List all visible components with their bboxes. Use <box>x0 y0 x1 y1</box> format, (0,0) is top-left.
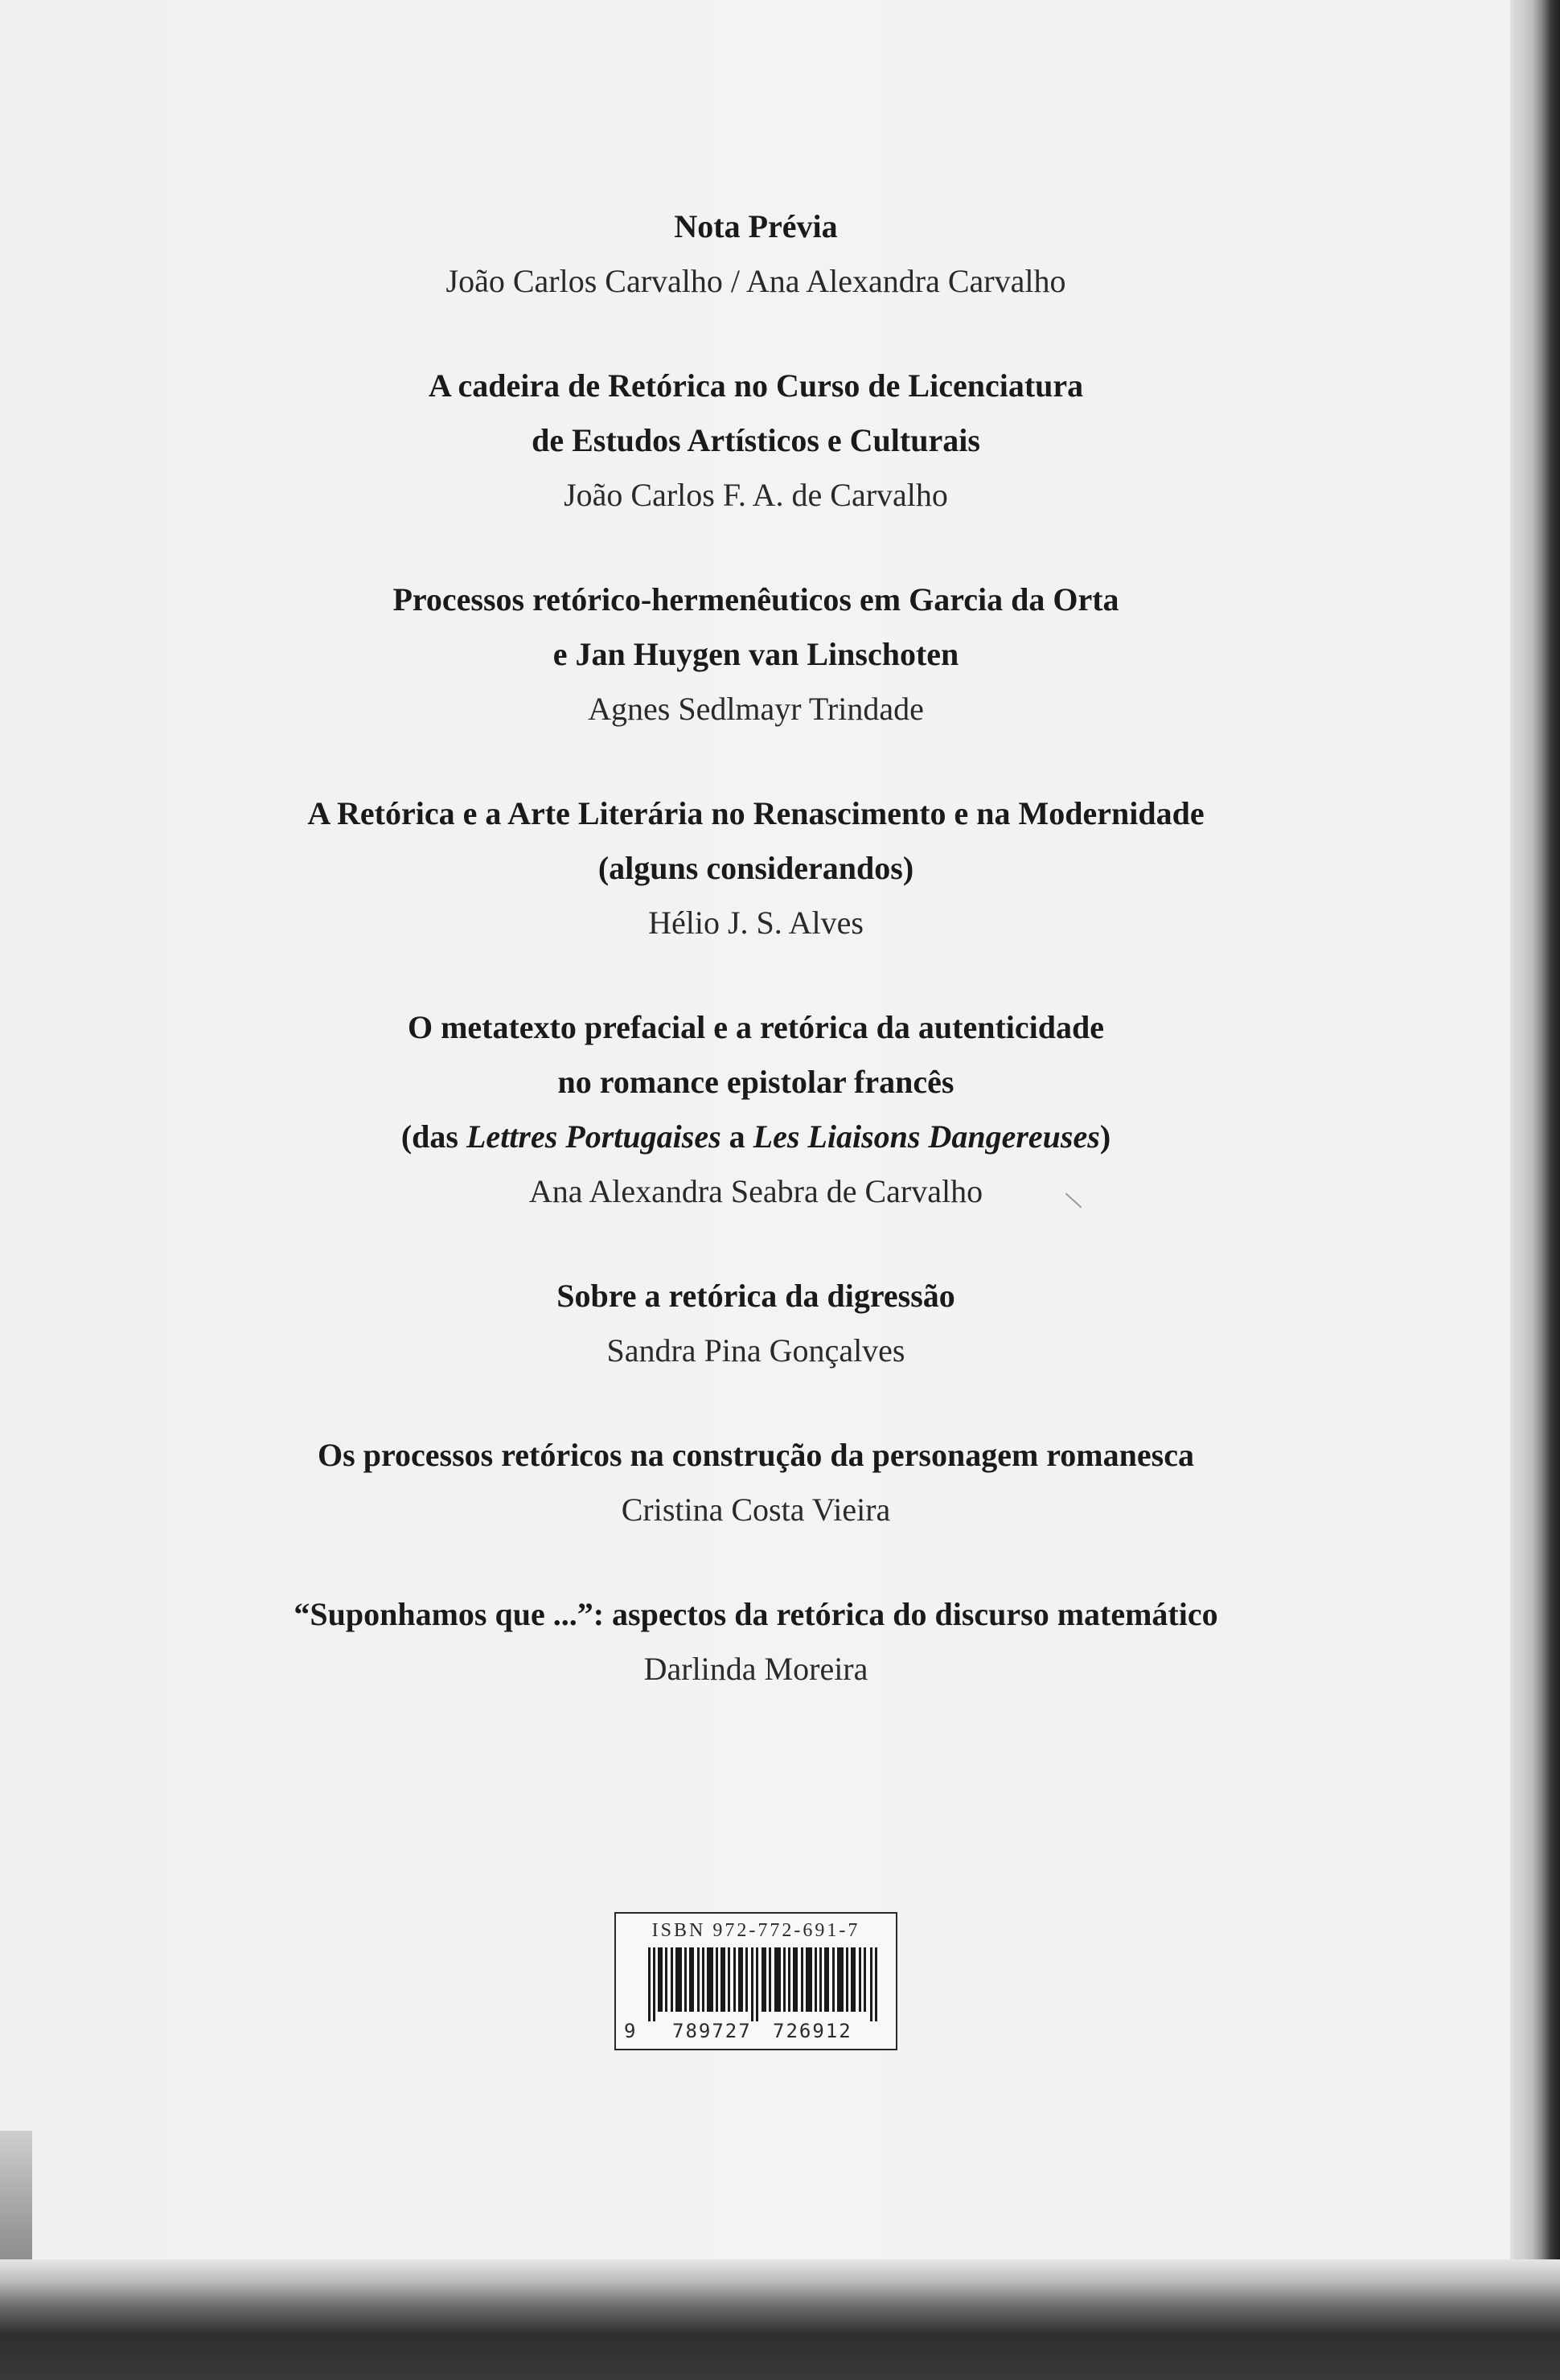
entry-title: A Retórica e a Arte Literária no Renascimento e na Modernidade <box>307 795 1205 831</box>
entry-title-continued: e Jan Huygen van Linschoten <box>552 636 959 672</box>
toc-entry-6 <box>0 1269 1512 1378</box>
toc-entry-8 <box>0 1587 1512 1697</box>
entry-title: Sobre a retórica da digressão <box>556 1278 955 1314</box>
entry-title: A cadeira de Retórica no Curso de Licenciatura <box>428 367 1084 404</box>
subtitle-connector: a <box>720 1118 753 1155</box>
toc-entry-2 <box>0 359 1512 523</box>
entry-author: Darlinda Moreira <box>643 1651 868 1687</box>
entry-title-continued: de Estudos Artísticos e Culturais <box>532 422 980 458</box>
book-title-liaisons: Les Liaisons Dangereuses <box>753 1118 1100 1155</box>
toc-entry-5 <box>0 1000 1512 1219</box>
entry-title: O metatexto prefacial e a retórica da autenticidade <box>407 1009 1105 1045</box>
entry-title: Nota Prévia <box>674 208 838 244</box>
entry-author: João Carlos F. A. de Carvalho <box>564 477 948 513</box>
entry-author: João Carlos Carvalho / Ana Alexandra Carvalho <box>445 263 1066 299</box>
entry-author: Ana Alexandra Seabra de Carvalho <box>528 1173 983 1209</box>
scan-edge-right <box>1513 0 1560 2380</box>
toc-entry-3 <box>0 572 1512 737</box>
entry-title: “Suponhamos que ...”: aspectos da retórica do discurso matemático <box>294 1596 1218 1632</box>
entry-title: Processos retórico-hermenêuticos em Garcia da Orta <box>392 581 1119 618</box>
barcode-digit-first: 9 <box>624 2020 638 2042</box>
barcode-digits-right: 726912 <box>773 2020 852 2042</box>
entry-author: Hélio J. S. Alves <box>648 905 864 941</box>
isbn-label: ISBN 972-772-691-7 <box>651 1920 860 1941</box>
entry-title: Os processos retóricos na construção da personagem romanesca <box>318 1437 1194 1473</box>
isbn-barcode-box <box>614 1912 897 2050</box>
entry-author: Cristina Costa Vieira <box>621 1492 891 1528</box>
entry-title-continued: no romance epistolar francês <box>557 1064 954 1100</box>
entry-author: Sandra Pina Gonçalves <box>606 1332 905 1368</box>
barcode-digits-left: 789727 <box>672 2020 752 2042</box>
table-of-contents <box>0 199 1512 1746</box>
toc-entry-1 <box>0 199 1512 309</box>
barcode-icon <box>648 1947 881 2021</box>
toc-entry-7 <box>0 1428 1512 1537</box>
book-title-lettres: Lettres Portugaises <box>466 1118 721 1155</box>
subtitle-open: (das <box>400 1118 466 1155</box>
entry-title-subtitle <box>0 1110 1512 1164</box>
entry-title-continued: (alguns considerandos) <box>597 850 914 886</box>
subtitle-close: ) <box>1099 1118 1111 1155</box>
entry-author: Agnes Sedlmayr Trindade <box>588 691 924 727</box>
scan-edge-bottom <box>0 2259 1560 2380</box>
toc-entry-4 <box>0 786 1512 950</box>
